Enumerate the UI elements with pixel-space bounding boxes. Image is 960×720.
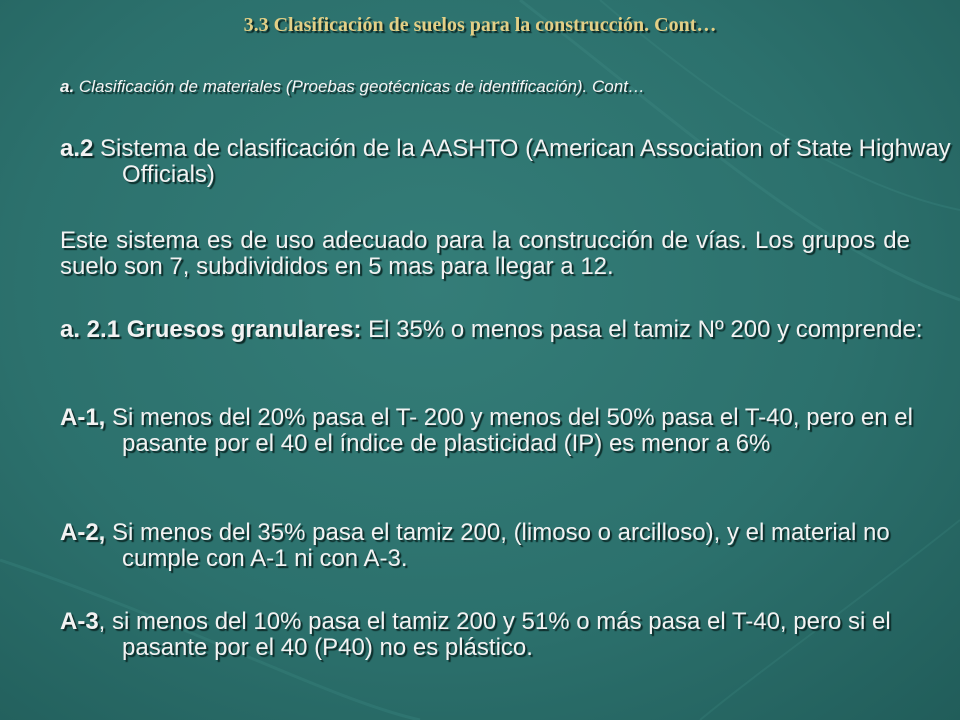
section-label: a.2 [60, 135, 94, 162]
slide-title: 3.3 Clasificación de suelos para la construcción. Cont… [243, 14, 717, 36]
subsection-text: El 35% o menos pasa el tamiz Nº 200 y comprende: [361, 316, 923, 343]
group-a3-text: , si menos del 10% pasa el tamiz 200 y 51% o más pasa el T-40, pero si el pasante por el 40 (P40) no es plástico. [98, 608, 891, 661]
intro-paragraph: Este sistema es de uso adecuado para la construcción de vías. Los grupos de suelo son 7, subdivididos en 5 mas para llegar a 12. [60, 227, 910, 280]
group-a2-text: Si menos del 35% pasa el tamiz 200, (limoso o arcilloso), y el material no cumple con A-1 ni con A-3. [105, 519, 890, 572]
subsection-heading [60, 317, 960, 343]
slide-subtitle [60, 77, 910, 97]
group-a3-label: A-3 [60, 608, 99, 635]
subtitle-text: Clasificación de materiales (Proebas geotécnicas de identificación). Cont… [74, 77, 645, 96]
group-a1-text: Si menos del 20% pasa el T- 200 y menos del 50% pasa el T-40, pero en el pasante por el 40 el índice de plasticidad (IP) es menor a 6% [105, 404, 913, 457]
section-heading [60, 136, 960, 188]
group-a1-label: A-1, [60, 404, 106, 431]
subsection-number: a. 2.1 Gruesos granulares: [60, 316, 362, 343]
section-text: Sistema de clasificación de la AASHTO (American Association of State Highway Officials) [93, 135, 951, 188]
subtitle-label: a. [60, 77, 75, 96]
group-a1-paragraph [60, 405, 960, 457]
group-a2-paragraph [60, 520, 960, 572]
group-a3-paragraph [60, 609, 960, 661]
group-a2-label: A-2, [60, 519, 106, 546]
